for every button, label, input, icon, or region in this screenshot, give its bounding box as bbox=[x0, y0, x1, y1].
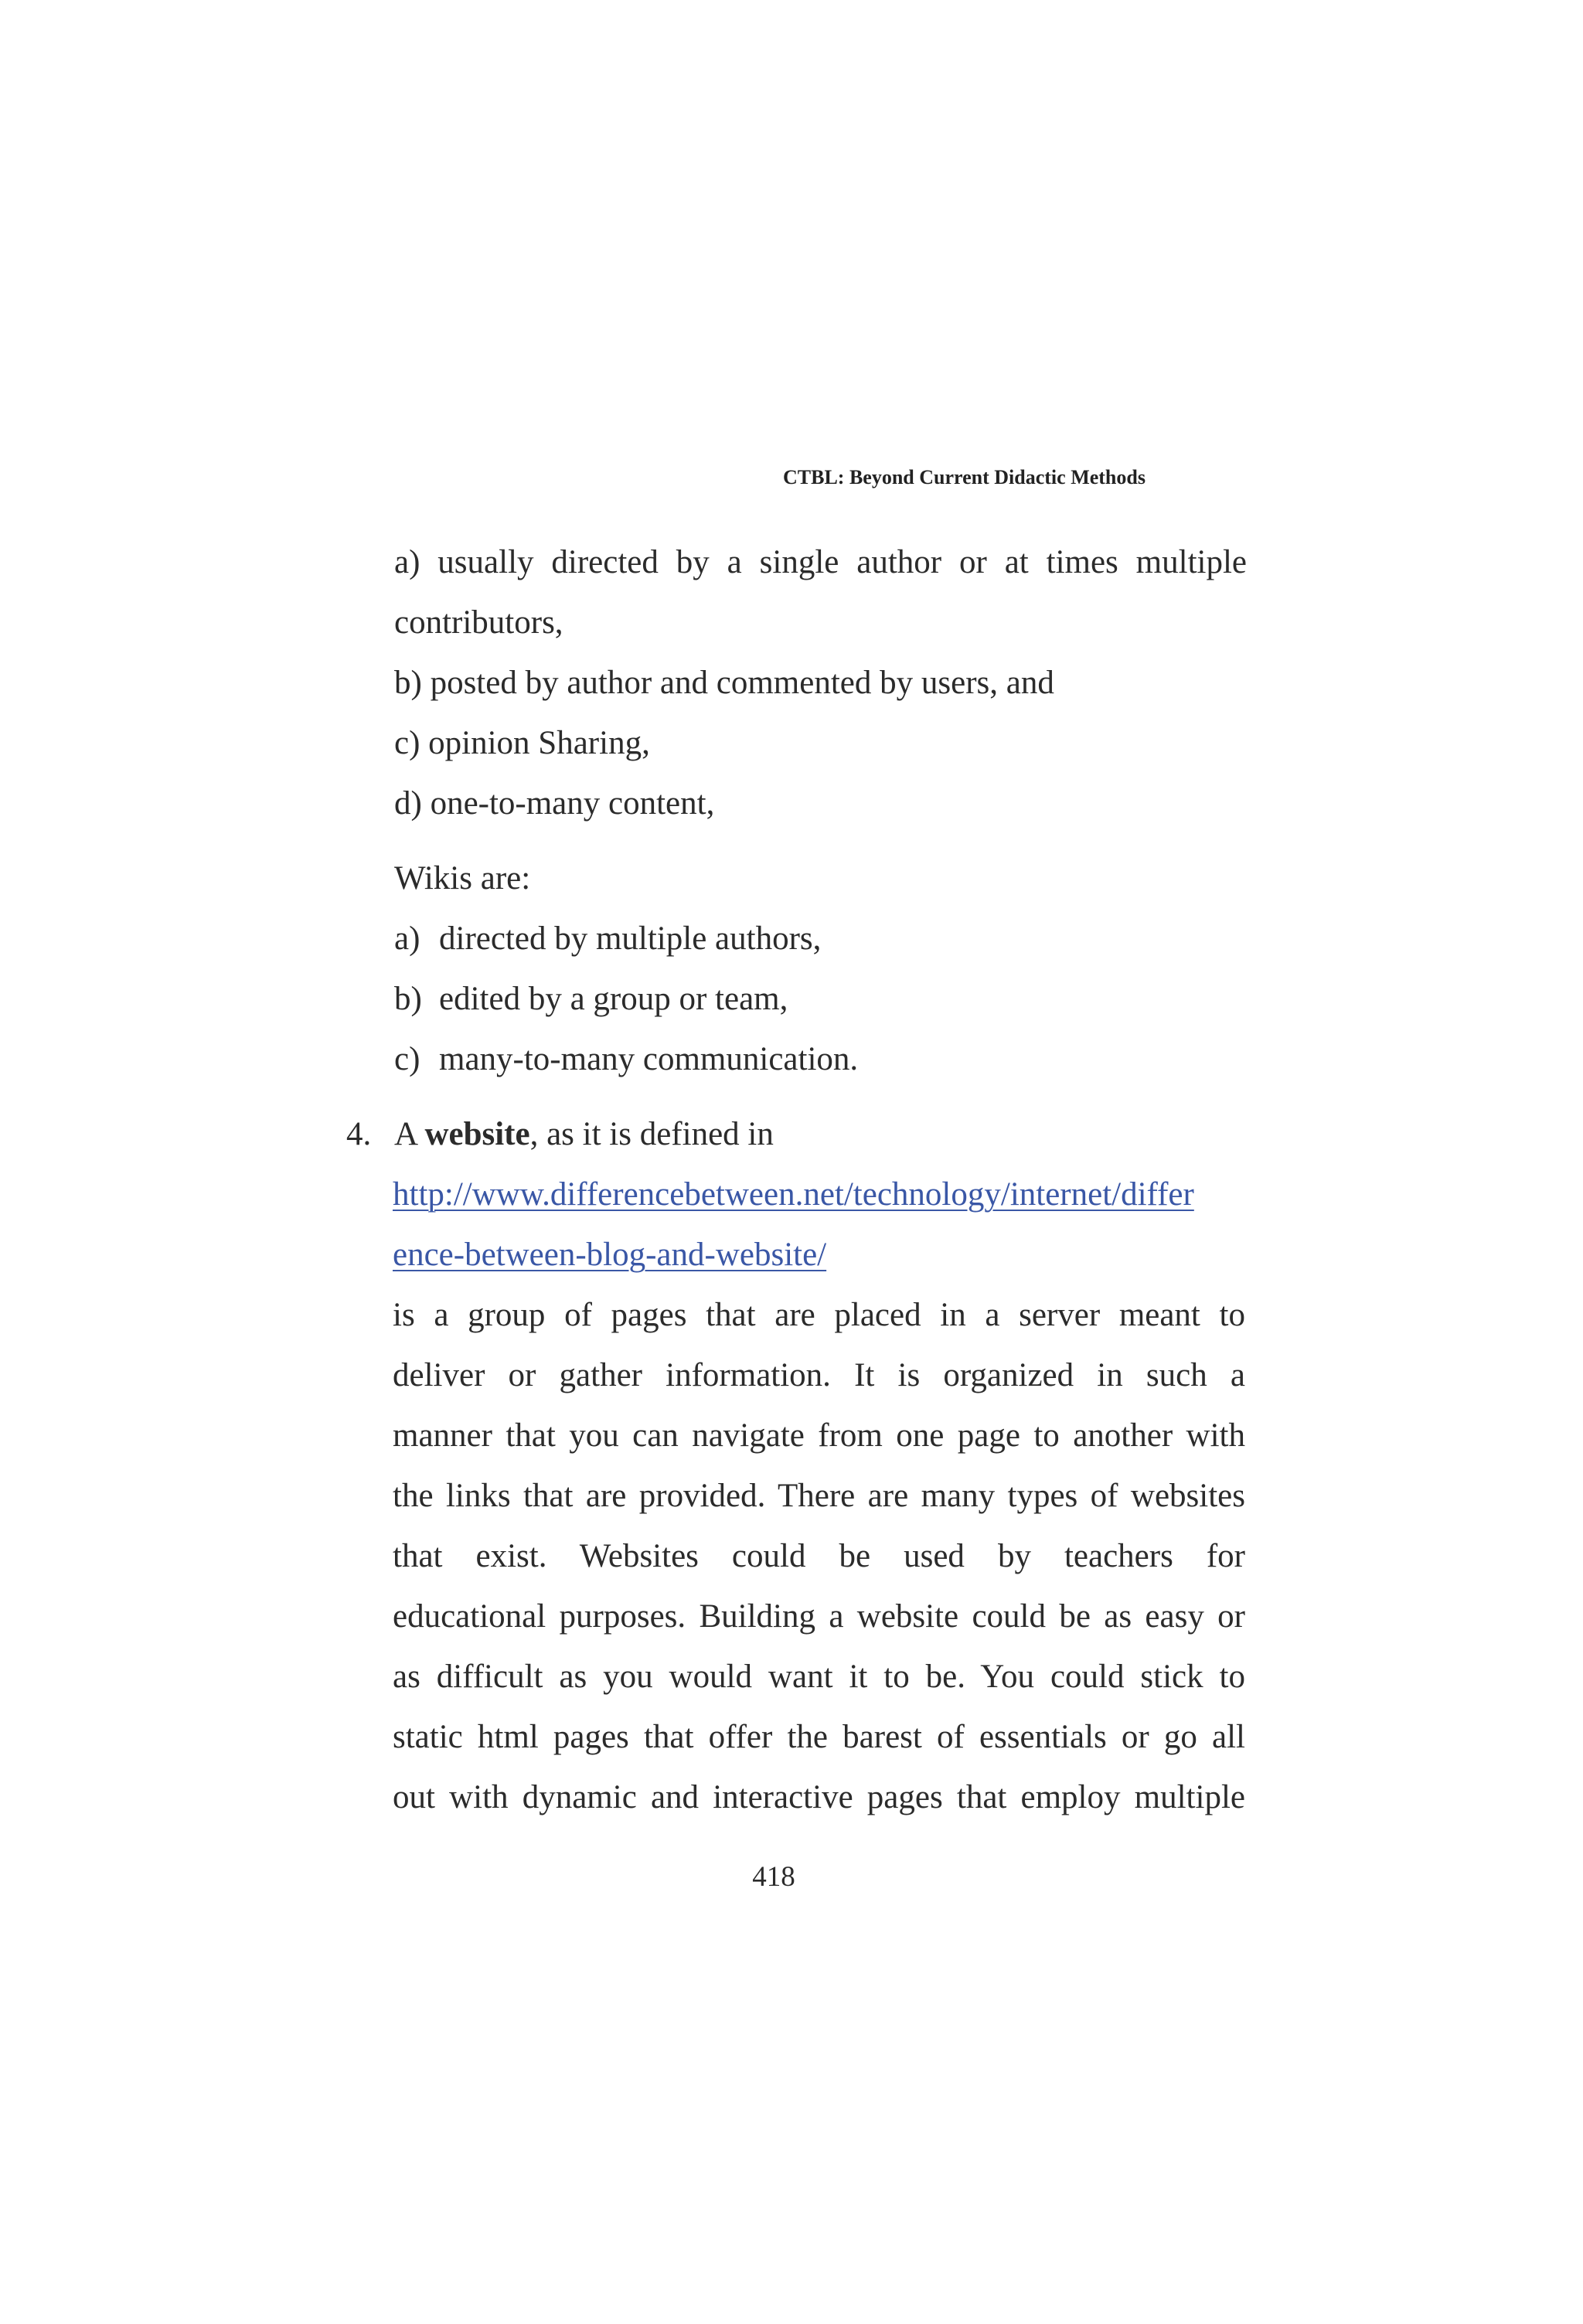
body-line: deliver or gather information. It is organized in such a bbox=[393, 1357, 1245, 1393]
wiki-item bbox=[394, 916, 821, 962]
body-line: as difficult as you would want it to be. You could stick to bbox=[393, 1659, 1245, 1695]
wiki-item-text: many-to-many communication. bbox=[439, 1041, 859, 1077]
website-definition-intro bbox=[394, 1111, 774, 1158]
blog-item-b: b) posted by author and commented by users, and bbox=[394, 665, 1054, 701]
blog-item-a-line2: contributors, bbox=[394, 604, 563, 641]
intro-prefix: A bbox=[394, 1116, 425, 1152]
reference-link-line2[interactable]: ence-between-blog-and-website/ bbox=[393, 1237, 827, 1273]
reference-link-line1[interactable]: http://www.differencebetween.net/technology/internet/differ bbox=[393, 1176, 1194, 1213]
blog-item-a-line1: a) usually directed by a single author or at times multiple bbox=[394, 544, 1247, 580]
wiki-item-label: a) bbox=[394, 920, 420, 957]
blog-item-c: c) opinion Sharing, bbox=[394, 725, 650, 761]
intro-suffix: , as it is defined in bbox=[529, 1116, 774, 1152]
website-term: website bbox=[424, 1116, 530, 1152]
page-number: 418 bbox=[752, 1861, 795, 1893]
body-line: the links that are provided. There are many types of websites bbox=[393, 1478, 1245, 1514]
wiki-item bbox=[394, 976, 788, 1022]
reference-link[interactable] bbox=[393, 1172, 1194, 1218]
wiki-item-text: directed by multiple authors, bbox=[439, 920, 822, 957]
body-line: static html pages that offer the barest of essentials or go all bbox=[393, 1719, 1245, 1755]
wiki-item-text: edited by a group or team, bbox=[439, 981, 788, 1017]
blog-item-d: d) one-to-many content, bbox=[394, 785, 715, 822]
running-head: CTBL: Beyond Current Didactic Methods bbox=[783, 466, 1146, 488]
wikis-intro: Wikis are: bbox=[394, 860, 531, 897]
list-number: 4. bbox=[346, 1116, 372, 1152]
wiki-item bbox=[394, 1036, 858, 1083]
wiki-item-label: c) bbox=[394, 1041, 420, 1077]
body-line: is a group of pages that are placed in a server meant to bbox=[393, 1297, 1245, 1333]
body-line: manner that you can navigate from one page to another with bbox=[393, 1417, 1245, 1454]
body-line: out with dynamic and interactive pages that employ multiple bbox=[393, 1779, 1245, 1815]
body-line: that exist. Websites could be used by teachers for bbox=[393, 1538, 1245, 1574]
wiki-item-label: b) bbox=[394, 981, 422, 1017]
body-line: educational purposes. Building a website could be as easy or bbox=[393, 1598, 1245, 1635]
reference-link-cont[interactable] bbox=[393, 1232, 826, 1278]
